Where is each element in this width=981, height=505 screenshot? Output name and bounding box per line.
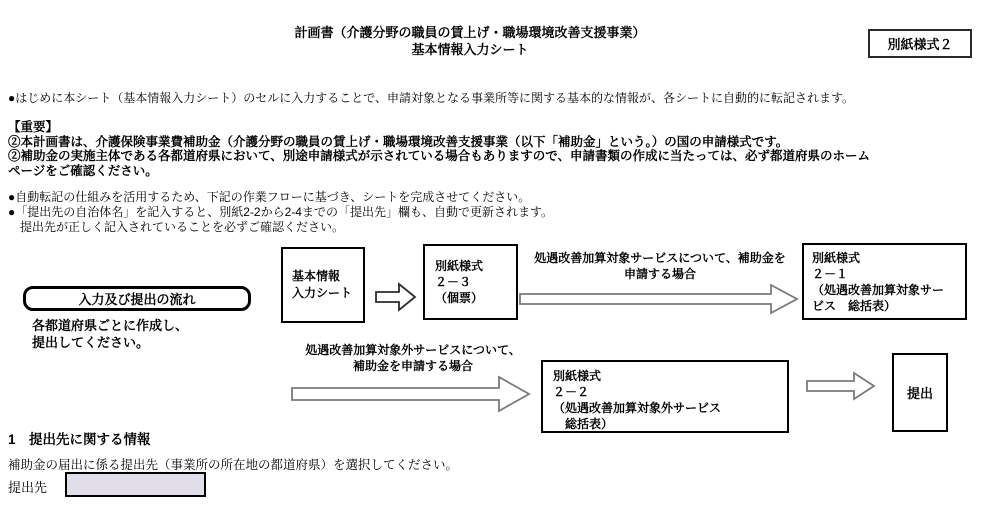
flow-note — [32, 317, 188, 351]
flow-long-arrow-right-icon — [519, 283, 799, 315]
flow-label-non-covered-services — [288, 342, 538, 374]
flow-box-23-line1: 別紙様式 — [435, 259, 484, 273]
flow-box-basic-line2: 入力シート — [292, 286, 353, 300]
flow-box-basic-info-sheet — [281, 247, 365, 323]
page-title-line2: 基本情報入力シート — [411, 42, 529, 57]
workflow-note-1: ●自動転記の仕組みを活用するため、下記の作業フローに基づき、シートを完成させてください。 — [8, 190, 531, 204]
flow-long-arrow-right-icon-2 — [291, 375, 531, 413]
flow-label-top-line1: 処遇改善加算対象サービスについて、補助金を — [534, 251, 786, 265]
flow-arrow-right-icon — [375, 282, 417, 312]
flow-arrow-right-icon-2 — [806, 371, 876, 401]
form-code-badge: 別紙様式２ — [868, 29, 972, 58]
flow-box-23-line2: ２－３ — [435, 275, 472, 289]
workflow-notes — [8, 190, 553, 235]
flow-box-22-line1: 別紙様式 — [553, 369, 602, 383]
section1-instruction: 補助金の届出に係る提出先（事業所の所在地の都道府県）を選択してください。 — [8, 458, 459, 472]
flow-note-line2: 提出してください。 — [32, 335, 150, 350]
intro-note: ●はじめに本シート（基本情報入力シート）のセルに入力することで、申請対象となる事業所等に関する基本的な情報が、各シートに自動的に転記されます。 — [8, 91, 855, 105]
page-title — [180, 24, 760, 58]
flow-title-box: 入力及び提出の流れ — [23, 286, 251, 311]
submit-destination-input[interactable] — [65, 472, 206, 497]
flow-box-22-line4: 総括表） — [553, 417, 614, 431]
important-heading: 【重要】 — [8, 120, 59, 134]
workflow-note-3: 提出先が正しく記入されていることを必ずご確認ください。 — [8, 220, 345, 234]
flow-box-21-line2: ２－１ — [812, 267, 849, 281]
important-line-2: ②補助金の実施主体である各都道府県において、別途申請様式が示されている場合もありますので、申請書類の作成に当たっては、必ず都道府県のホーム — [8, 149, 871, 163]
flow-box-23-line3: （個票） — [435, 291, 484, 305]
flow-box-21-line1: 別紙様式 — [812, 251, 861, 265]
flow-box-submit: 提出 — [892, 353, 948, 432]
important-line-3: ページをご確認ください。 — [8, 163, 158, 178]
section1-heading: 1 提出先に関する情報 — [8, 432, 151, 447]
flow-label-bottom-line1: 処遇改善加算対象外サービスについて、 — [305, 343, 521, 357]
submit-destination-label: 提出先 — [8, 480, 48, 495]
flow-box-22-line2: ２－２ — [553, 385, 590, 399]
important-notice — [8, 120, 870, 178]
flow-label-covered-services — [515, 250, 805, 282]
flow-box-22-line3: （処遇改善加算対象外サービス — [553, 401, 722, 415]
flow-box-21-line3: （処遇改善加算対象サー — [812, 283, 945, 297]
important-line-1: ②本計画書は、介護保険事業費補助金（介護分野の職員の賃上げ・職場環境改善支援事業（以下「補助金」という。）の国の申請様式です。 — [8, 134, 789, 149]
flow-label-bottom-line2: 補助金を申請する場合 — [352, 359, 473, 373]
flow-box-form-2-3 — [423, 244, 518, 320]
page-title-line1: 計画書（介護分野の職員の賃上げ・職場環境改善支援事業） — [294, 25, 646, 40]
flow-box-21-line4: ビス 総括表） — [812, 299, 897, 313]
flow-box-form-2-1 — [802, 243, 967, 320]
flow-box-basic-line1: 基本情報 — [292, 269, 341, 283]
flow-note-line1: 各都道府県ごとに作成し、 — [32, 318, 189, 333]
flow-box-form-2-2 — [541, 360, 789, 433]
flow-label-top-line2: 申請する場合 — [623, 267, 696, 281]
workflow-note-2: ●「提出先の自治体名」を記入すると、別紙2-2から2-4までの「提出先」欄も、自動で更新されます。 — [8, 205, 553, 219]
